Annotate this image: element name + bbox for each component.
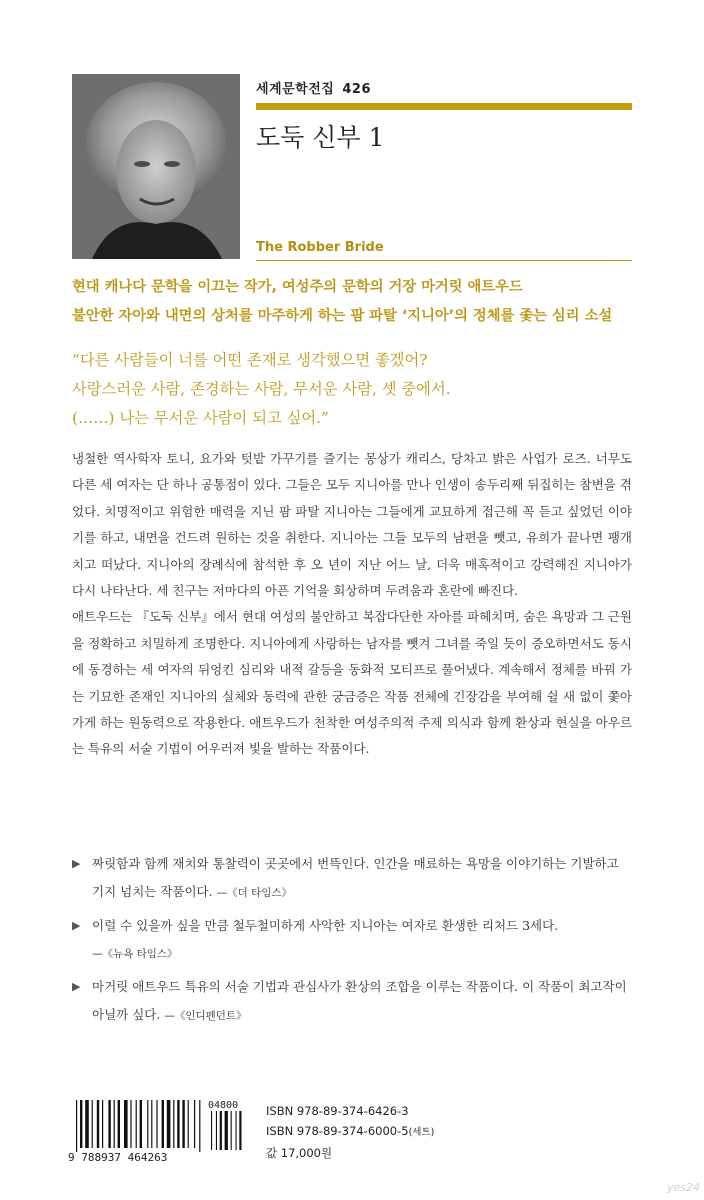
book-title: 도둑 신부 1 <box>256 123 385 152</box>
barcode-addon-bar <box>236 1111 237 1150</box>
series-label <box>256 78 371 97</box>
isbn-block <box>266 1101 434 1163</box>
barcode-addon-bar <box>220 1111 222 1150</box>
watermark: yes24 <box>666 1181 700 1194</box>
barcode-bar <box>80 1100 82 1148</box>
quote-line: “다른 사람들이 너를 어떤 존재로 생각했으면 좋겠어? <box>72 351 428 369</box>
synopsis <box>72 446 632 763</box>
barcode-bar <box>147 1100 148 1148</box>
quote-line: (……) 나는 무서운 사람이 되고 싶어.” <box>72 409 329 427</box>
taglines <box>72 273 642 331</box>
barcode-bar <box>188 1100 189 1148</box>
review-list <box>72 850 634 1035</box>
review-item <box>72 850 634 907</box>
barcode-addon-bar <box>239 1111 241 1150</box>
barcode-bar <box>124 1100 128 1148</box>
review-text: 마거릿 애트우드 특유의 서술 기법과 관심사가 환상의 조합을 이루는 작품이다. 이 작품이 최고작이 아닐까 싶다. <box>92 979 627 1022</box>
barcode-graphic <box>66 1098 256 1164</box>
barcode <box>66 1098 256 1164</box>
barcode-bar <box>182 1100 184 1148</box>
triangle-bullet-icon: ▶ <box>72 980 81 993</box>
barcode-bar <box>85 1100 89 1148</box>
barcode-digits: 9 788937 464263 <box>68 1151 168 1164</box>
barcode-bar <box>177 1100 179 1148</box>
review-item <box>72 912 634 968</box>
series-number: 426 <box>342 82 371 97</box>
barcode-addon-bar <box>231 1111 232 1150</box>
barcode-bar <box>162 1100 164 1148</box>
barcode-bar <box>156 1100 157 1148</box>
barcode-addon-bar <box>216 1111 217 1150</box>
synopsis-paragraph: 냉철한 역사학자 토니, 요가와 텃밭 가꾸기를 즐기는 몽상가 캐리스, 당차고 밝은 사업가 로즈. 너무도 다른 세 여자는 단 하나 공통점이 있다. 그들은 모두 지니아를 만나 인생이 송두리째 뒤집히는 참변을 겪었다. 치명적이고 위험한 매력을 지닌 팜 파탈 지니아는 그들에게 교묘하게 접근해 꼭 듣고 싶었던 이야기를 하고, 내면을 건드려 원하는 것을 취한다. 지니아는 그들 모두의 남편을 뺏고, 유희가 끝나면 팽개치고 떠났다. 지니아의 장례식에 참석한 후 오 년이 지난 어느 날, 더욱 매혹적이고 강력해진 지니아가 다시 나타난다. 세 친구는 저마다의 아픈 기억을 회상하며 두려움과 혼란에 빠진다. <box>72 451 632 599</box>
tagline: 현대 캐나다 문학을 이끄는 작가, 여성주의 문학의 거장 마거릿 애트우드 <box>72 279 523 295</box>
triangle-bullet-icon: ▶ <box>72 919 81 932</box>
title-divider <box>256 260 632 261</box>
barcode-bar <box>140 1100 142 1148</box>
barcode-bar <box>102 1100 103 1148</box>
series-name: 세계문학전집 <box>256 82 335 97</box>
review-text: 이럴 수 있을까 싶을 만큼 철두철미하게 사악한 지니아는 여자로 환생한 리처드 3세다. <box>92 918 559 933</box>
isbn-set-suffix: (세트) <box>408 1127 435 1138</box>
barcode-bar <box>136 1100 137 1148</box>
author-photo <box>72 74 240 259</box>
barcode-bar <box>97 1100 99 1148</box>
barcode-addon-bar <box>225 1111 228 1150</box>
barcode-bar <box>130 1100 131 1148</box>
barcode-bar <box>114 1100 115 1148</box>
triangle-bullet-icon: ▶ <box>72 857 81 870</box>
barcode-bar <box>173 1100 174 1148</box>
review-source: —《뉴욕 타임스》 <box>92 948 178 960</box>
pull-quote <box>72 346 642 433</box>
review-source: —《더 타임스》 <box>216 887 293 899</box>
synopsis-paragraph: 애트우드는 『도둑 신부』에서 현대 여성의 불안하고 복잡다단한 자아를 파헤치며, 숨은 욕망과 그 근원을 정확하고 치밀하게 조명한다. 지니아에게 사랑하는 남자를 뺏겨 그녀를 죽일 듯이 증오하면서도 동시에 동경하는 세 여자의 뒤엉킨 심리와 내적 갈등을 동화적 모티프로 풀어냈다. 계속해서 정체를 바꿔 가는 기묘한 존재인 지니아의 실체와 동력에 관한 궁금증은 작품 전체에 긴장감을 부여해 쉴 새 없이 쫓아가게 하는 원동력으로 작용한다. 애트우드가 천착한 여성주의적 주제 의식과 함께 환상과 현실을 아우르는 특유의 서술 기법이 어우러져 빛을 발하는 작품이다. <box>72 609 632 757</box>
barcode-bar <box>151 1100 152 1148</box>
tagline: 불안한 자아와 내면의 상처를 마주하게 하는 팜 파탈 ‘지니아’의 정체를 좇는 심리 소설 <box>72 308 613 324</box>
review-text: 짜릿함과 함께 재치와 통찰력이 곳곳에서 번뜩인다. 인간을 매료하는 욕망을 이야기하는 기발하고 기지 넘치는 작품이다. <box>92 856 619 899</box>
barcode-bar <box>194 1100 195 1148</box>
barcode-addon-bar <box>211 1111 212 1150</box>
price: 값 17,000원 <box>266 1146 333 1160</box>
barcode-bar <box>118 1100 120 1148</box>
isbn-set: ISBN 978-89-374-6000-5 <box>266 1124 409 1138</box>
isbn-line <box>266 1121 434 1143</box>
barcode-bar <box>76 1100 77 1152</box>
review-item <box>72 973 634 1030</box>
barcode-addon: 04800 <box>208 1100 239 1111</box>
isbn-line: ISBN 978-89-374-6426-3 <box>266 1104 409 1118</box>
barcode-bar <box>108 1100 110 1148</box>
review-source: —《인디펜던트》 <box>164 1010 247 1022</box>
header-rule <box>256 103 632 110</box>
original-title: The Robber Bride <box>256 240 384 255</box>
quote-line: 사랑스러운 사람, 존경하는 사람, 무서운 사람, 셋 중에서. <box>72 380 451 398</box>
barcode-bar <box>199 1100 200 1152</box>
barcode-bar <box>167 1100 171 1148</box>
barcode-bar <box>92 1100 93 1148</box>
